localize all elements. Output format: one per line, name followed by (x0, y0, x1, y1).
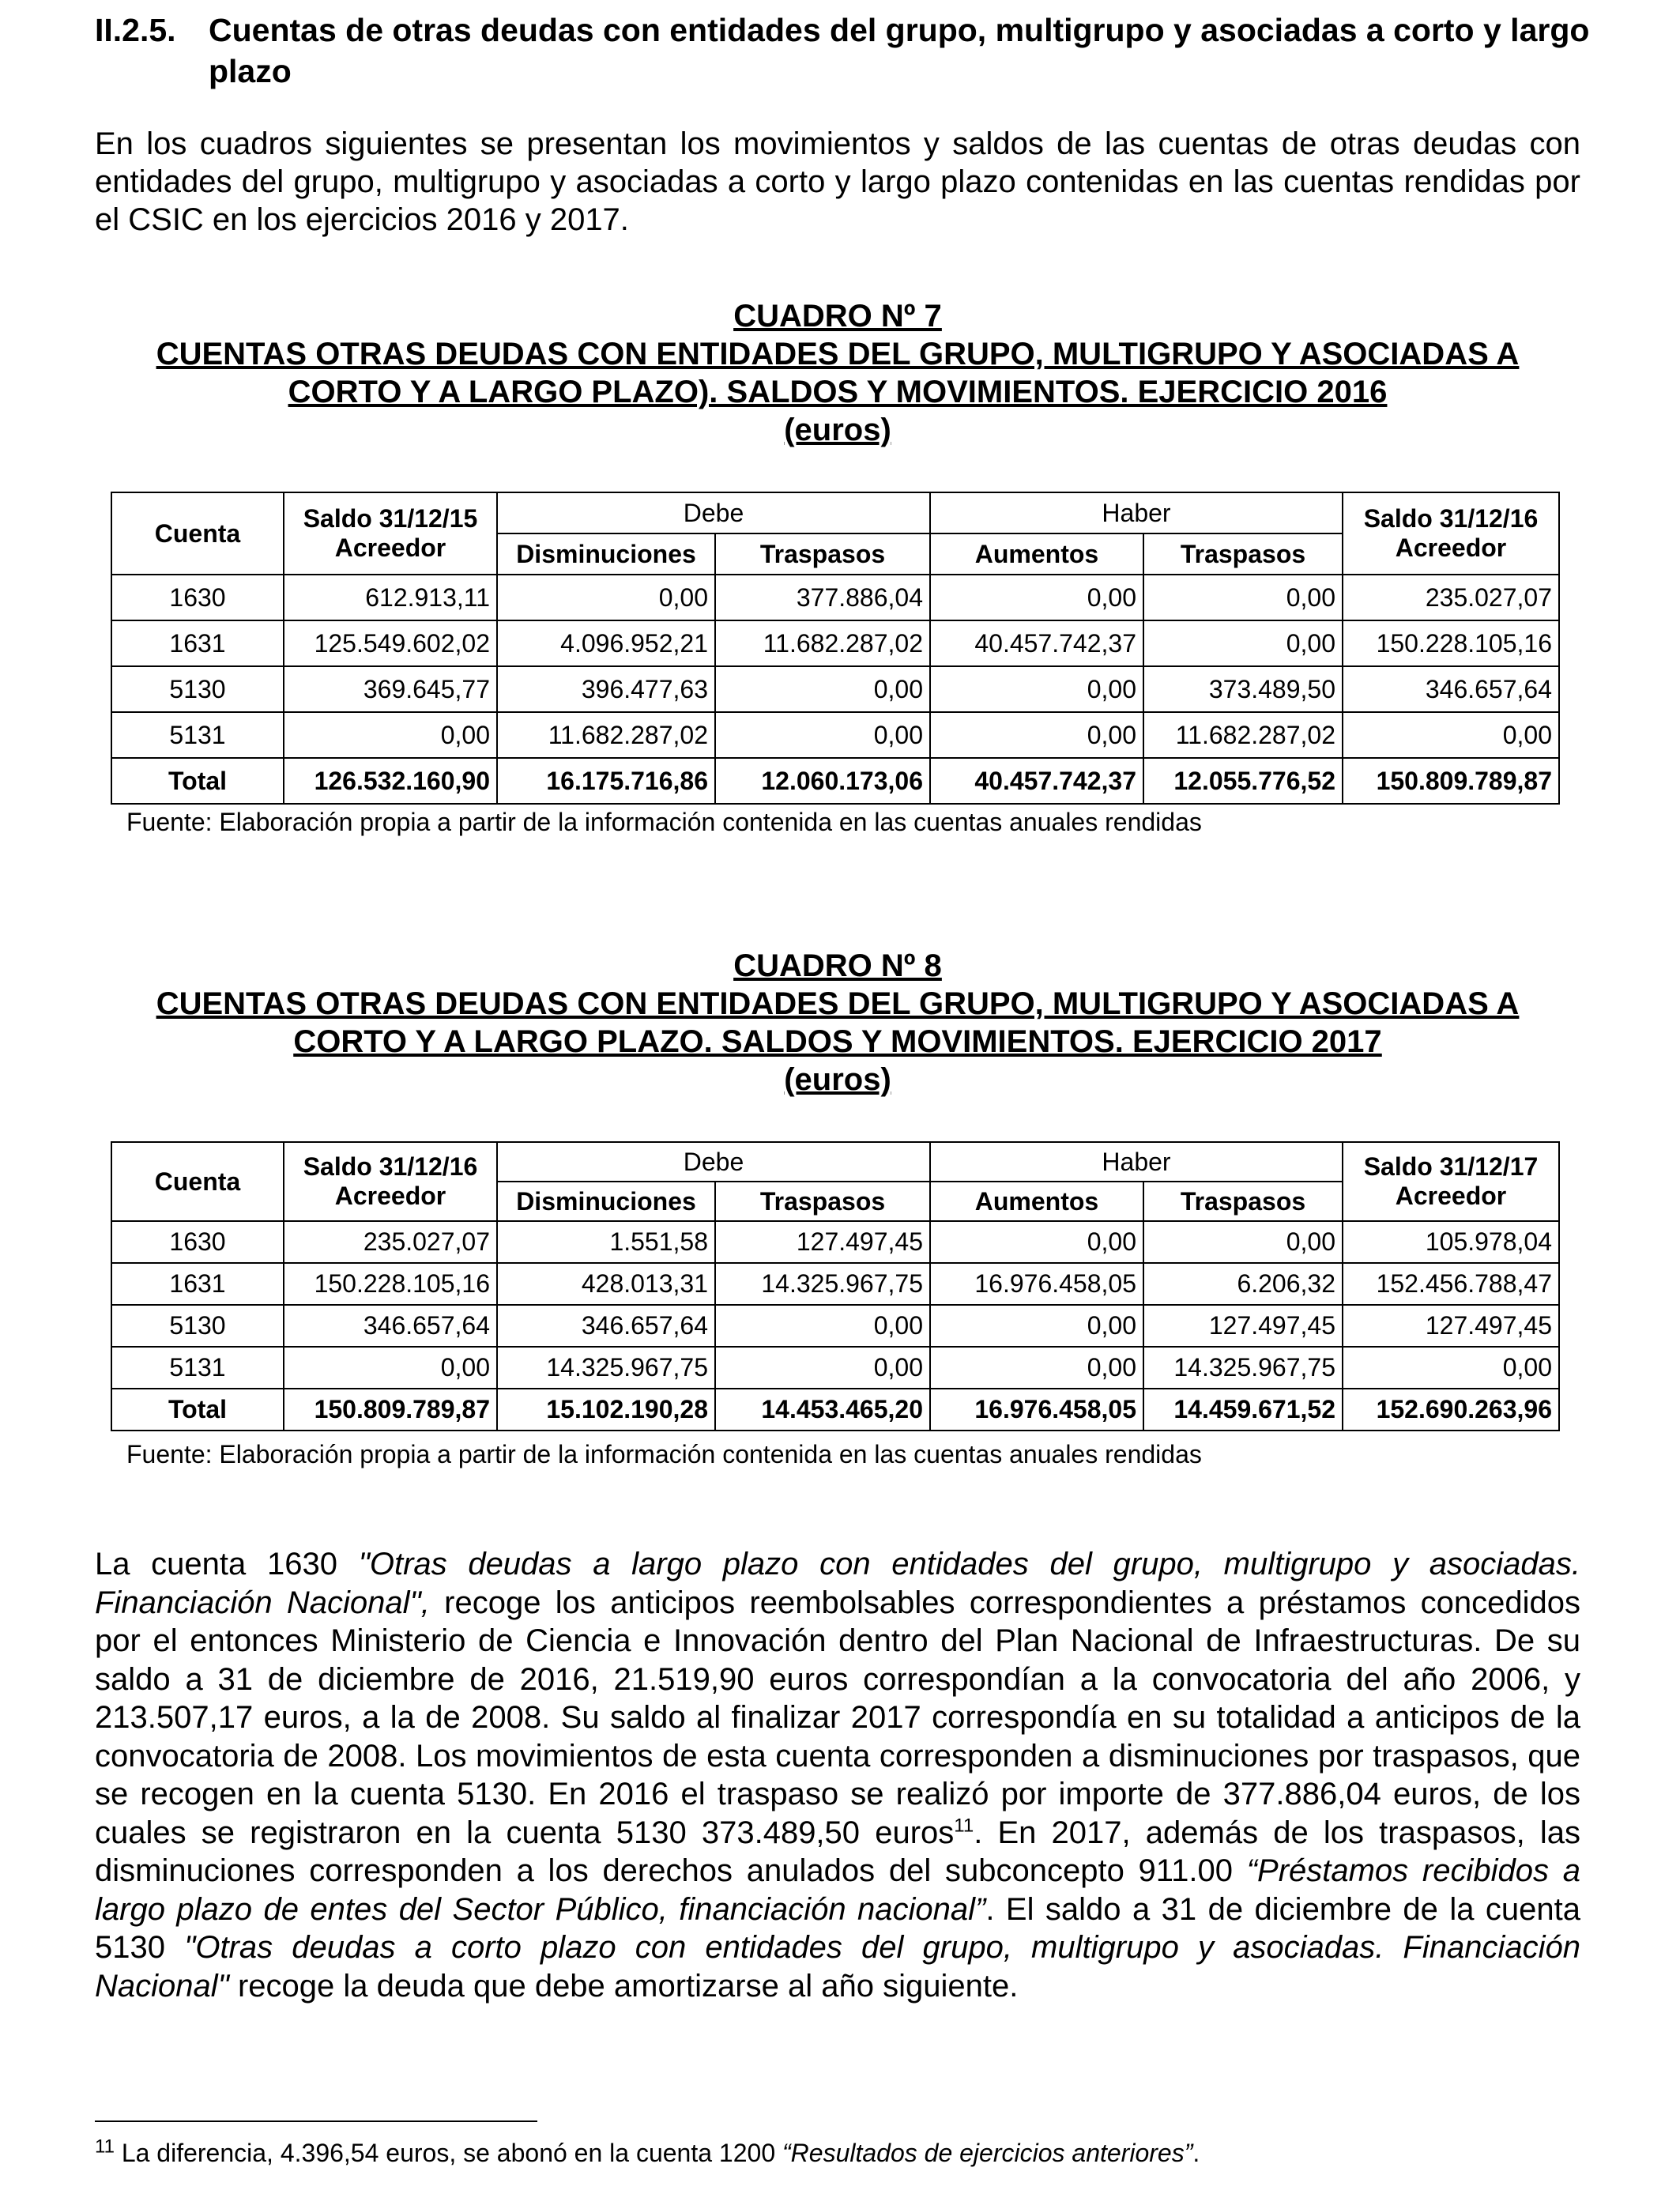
header-saldo-final-fecha: Saldo 31/12/17 (1363, 1152, 1539, 1181)
amount-cell: 105.978,04 (1343, 1221, 1559, 1263)
amount-cell: 11.682.287,02 (715, 620, 930, 666)
amount-cell: 152.690.263,96 (1343, 1389, 1559, 1431)
header-traspasos-debe: Traspasos (715, 533, 930, 575)
cuadro-7-body (111, 575, 1559, 804)
amount-cell: 0,00 (284, 1347, 497, 1389)
amount-cell: 125.549.602,02 (284, 620, 497, 666)
cuadro-8-unit: (euros) (784, 1062, 891, 1097)
cuadro-8-source: Fuente: Elaboración propia a partir de la información contenida en las cuentas anuales rendidas (126, 1440, 1202, 1468)
cuadro-7-title (71, 297, 1604, 449)
amount-cell: 6.206,32 (1143, 1263, 1343, 1305)
section-number: II.2.5. (95, 12, 176, 48)
amount-cell: 0,00 (715, 712, 930, 758)
table-row (111, 575, 1559, 620)
header-saldo-inicial (284, 492, 497, 575)
header-saldo-final-tipo: Acreedor (1395, 1182, 1507, 1210)
amount-cell: 14.459.671,52 (1143, 1389, 1343, 1431)
amount-cell: 0,00 (497, 575, 715, 620)
amount-cell: 0,00 (930, 575, 1143, 620)
header-debe: Debe (497, 1142, 930, 1182)
header-debe: Debe (497, 492, 930, 533)
cuadro-7-table (111, 492, 1560, 805)
account-cell: 1631 (111, 620, 284, 666)
amount-cell: 346.657,64 (284, 1305, 497, 1347)
amount-cell: 127.497,45 (1343, 1305, 1559, 1347)
cuadro-7-line2: CORTO Y A LARGO PLAZO). SALDOS Y MOVIMIENTOS. EJERCICIO 2016 (288, 375, 1388, 409)
header-saldo-inicial (284, 1142, 497, 1221)
header-haber: Haber (930, 1142, 1343, 1182)
account-cell: 5131 (111, 712, 284, 758)
account-cell: 1631 (111, 1263, 284, 1305)
header-saldo-final (1343, 1142, 1559, 1221)
header-saldo-final-fecha: Saldo 31/12/16 (1363, 504, 1539, 533)
amount-cell: 235.027,07 (1343, 575, 1559, 620)
amount-cell: 0,00 (930, 1221, 1143, 1263)
amount-cell: 0,00 (930, 1305, 1143, 1347)
amount-cell: 0,00 (1143, 620, 1343, 666)
table-row (111, 620, 1559, 666)
header-disminuciones: Disminuciones (497, 533, 715, 575)
cuadro-8-label: CUADRO Nº 8 (733, 948, 942, 983)
table-total-row (111, 758, 1559, 804)
account-cell: 5130 (111, 666, 284, 712)
intro-paragraph: En los cuadros siguientes se presentan los movimientos y saldos de las cuentas de otras deudas con entidades del grupo, multigrupo y asociadas a corto y largo plazo contenidas en las cuentas rendidas por el CSIC en los ejercicios 2016 y 2017. (95, 126, 1580, 237)
account-cell: 1630 (111, 575, 284, 620)
header-saldo-inicial-fecha: Saldo 31/12/16 (303, 1152, 478, 1181)
footnote-end: . (1192, 2139, 1200, 2167)
amount-cell: 4.096.952,21 (497, 620, 715, 666)
amount-cell: 0,00 (930, 712, 1143, 758)
table-total-row (111, 1389, 1559, 1431)
account-cell: Total (111, 758, 284, 804)
body-text-4: . El saldo a 31 de diciembre de la cuenta 5130 (95, 1891, 1580, 1965)
body-quote-91100: “Préstamos recibidos a largo plazo de entes del Sector Público, financiación nacional” (95, 1853, 1581, 1927)
header-cuenta: Cuenta (111, 1142, 284, 1221)
table-row (111, 1263, 1559, 1305)
footnote-reference[interactable]: 11 (954, 1815, 974, 1837)
amount-cell: 0,00 (715, 666, 930, 712)
body-text-3: . En 2017, además de los traspasos, las disminuciones corresponden a los derechos anulados del subconcepto 911.00 (95, 1815, 1580, 1888)
footnote-separator (95, 2120, 537, 2122)
header-saldo-inicial-tipo: Acreedor (334, 533, 446, 562)
cuadro-8-title (71, 947, 1604, 1099)
header-aumentos: Aumentos (930, 533, 1143, 575)
amount-cell: 1.551,58 (497, 1221, 715, 1263)
cuadro-8-line2: CORTO Y A LARGO PLAZO. SALDOS Y MOVIMIENTOS. EJERCICIO 2017 (293, 1024, 1382, 1059)
amount-cell: 150.228.105,16 (1343, 620, 1559, 666)
cuadro-8-table (111, 1141, 1560, 1431)
amount-cell: 0,00 (1343, 1347, 1559, 1389)
amount-cell: 16.976.458,05 (930, 1389, 1143, 1431)
amount-cell: 428.013,31 (497, 1263, 715, 1305)
amount-cell: 150.809.789,87 (284, 1389, 497, 1431)
amount-cell: 0,00 (1143, 575, 1343, 620)
amount-cell: 377.886,04 (715, 575, 930, 620)
amount-cell: 612.913,11 (284, 575, 497, 620)
amount-cell: 0,00 (1143, 1221, 1343, 1263)
cuadro-8-line1: CUENTAS OTRAS DEUDAS CON ENTIDADES DEL GRUPO, MULTIGRUPO Y ASOCIADAS A (156, 986, 1520, 1021)
amount-cell: 0,00 (1343, 712, 1559, 758)
body-text-5: recoge la deuda que debe amortizarse al año siguiente. (228, 1968, 1019, 2004)
table-row (111, 1305, 1559, 1347)
header-saldo-final-tipo: Acreedor (1395, 533, 1507, 562)
amount-cell: 40.457.742,37 (930, 758, 1143, 804)
table-row (111, 1347, 1559, 1389)
account-cell: Total (111, 1389, 284, 1431)
amount-cell: 0,00 (930, 1347, 1143, 1389)
section-heading (95, 9, 1596, 92)
header-traspasos-debe: Traspasos (715, 1182, 930, 1221)
amount-cell: 0,00 (284, 712, 497, 758)
amount-cell: 0,00 (715, 1347, 930, 1389)
amount-cell: 40.457.742,37 (930, 620, 1143, 666)
header-disminuciones: Disminuciones (497, 1182, 715, 1221)
footnote-text: La diferencia, 4.396,54 euros, se abonó en la cuenta 1200 (114, 2139, 782, 2167)
amount-cell: 152.456.788,47 (1343, 1263, 1559, 1305)
body-quote-1630: "Otras deudas a largo plazo con entidades del grupo, multigrupo y asociadas. Financiación Nacional", (95, 1547, 1580, 1620)
account-cell: 1630 (111, 1221, 284, 1263)
amount-cell: 126.532.160,90 (284, 758, 497, 804)
amount-cell: 14.453.465,20 (715, 1389, 930, 1431)
amount-cell: 15.102.190,28 (497, 1389, 715, 1431)
table-row (111, 666, 1559, 712)
account-cell: 5130 (111, 1305, 284, 1347)
account-cell: 5131 (111, 1347, 284, 1389)
cuadro-8-body (111, 1221, 1559, 1431)
footnote (95, 2137, 1200, 2169)
body-paragraph (95, 1545, 1580, 2005)
header-saldo-final (1343, 492, 1559, 575)
amount-cell: 0,00 (930, 666, 1143, 712)
footnote-number: 11 (95, 2136, 115, 2158)
cuadro-7-label: CUADRO Nº 7 (733, 299, 942, 334)
amount-cell: 12.055.776,52 (1143, 758, 1343, 804)
amount-cell: 150.809.789,87 (1343, 758, 1559, 804)
amount-cell: 396.477,63 (497, 666, 715, 712)
header-aumentos: Aumentos (930, 1182, 1143, 1221)
table-row (111, 1221, 1559, 1263)
cuadro-7-unit: (euros) (784, 413, 891, 447)
section-title: Cuentas de otras deudas con entidades del grupo, multigrupo y asociadas a corto y largo plazo (209, 12, 1590, 89)
table-row (111, 712, 1559, 758)
amount-cell: 11.682.287,02 (1143, 712, 1343, 758)
amount-cell: 150.228.105,16 (284, 1263, 497, 1305)
amount-cell: 14.325.967,75 (1143, 1347, 1343, 1389)
amount-cell: 373.489,50 (1143, 666, 1343, 712)
amount-cell: 235.027,07 (284, 1221, 497, 1263)
amount-cell: 127.497,45 (715, 1221, 930, 1263)
cuadro-7-line1: CUENTAS OTRAS DEUDAS CON ENTIDADES DEL GRUPO, MULTIGRUPO Y ASOCIADAS A (156, 337, 1520, 371)
amount-cell: 12.060.173,06 (715, 758, 930, 804)
amount-cell: 369.645,77 (284, 666, 497, 712)
amount-cell: 16.175.716,86 (497, 758, 715, 804)
body-text-1: La cuenta 1630 (95, 1547, 359, 1581)
footnote-quote: “Resultados de ejercicios anteriores” (782, 2139, 1193, 2167)
cuadro-7-source: Fuente: Elaboración propia a partir de la información contenida en las cuentas anuales rendidas (126, 808, 1202, 836)
amount-cell: 0,00 (715, 1305, 930, 1347)
amount-cell: 127.497,45 (1143, 1305, 1343, 1347)
header-traspasos-haber: Traspasos (1143, 533, 1343, 575)
amount-cell: 346.657,64 (497, 1305, 715, 1347)
amount-cell: 16.976.458,05 (930, 1263, 1143, 1305)
amount-cell: 11.682.287,02 (497, 712, 715, 758)
header-traspasos-haber: Traspasos (1143, 1182, 1343, 1221)
body-quote-5130: "Otras deudas a corto plazo con entidades del grupo, multigrupo y asociadas. Financiación Nacional" (95, 1930, 1581, 2004)
header-haber: Haber (930, 492, 1343, 533)
body-text-2: recoge los anticipos reembolsables correspondientes a préstamos concedidos por el entonces Ministerio de Ciencia e Innovación dentro del Plan Nacional de Infraestructuras. De su saldo a 31 de diciembre de 2016, 21.519,90 euros correspondían a la convocatoria del año 2006, y 213.507,17 euros, a la de 2008. Su saldo al finalizar 2017 correspondía en su totalidad a anticipos de la convocatoria de 2008. Los movimientos de esta cuenta corresponden a disminuciones por traspasos, que se recogen en la cuenta 5130. En 2016 el traspaso se realizó por importe de 377.886,04 euros, de los cuales se registraron en la cuenta 5130 373.489,50 euros (95, 1585, 1580, 1850)
header-cuenta: Cuenta (111, 492, 284, 575)
amount-cell: 14.325.967,75 (497, 1347, 715, 1389)
amount-cell: 346.657,64 (1343, 666, 1559, 712)
amount-cell: 14.325.967,75 (715, 1263, 930, 1305)
header-saldo-inicial-tipo: Acreedor (334, 1182, 446, 1210)
header-saldo-inicial-fecha: Saldo 31/12/15 (303, 504, 478, 533)
